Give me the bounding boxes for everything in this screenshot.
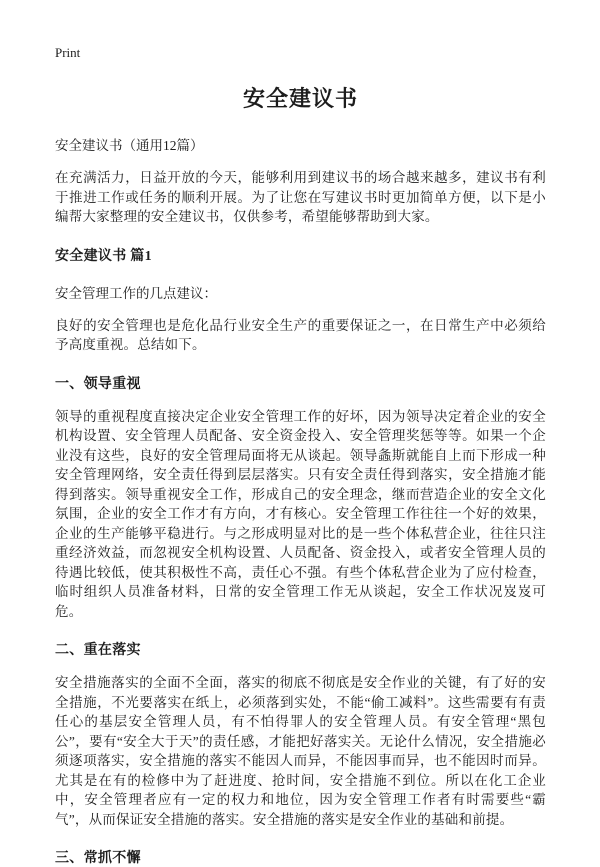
lead-line: 安全管理工作的几点建议： <box>55 285 217 301</box>
section-heading-1: 一、领导重视 <box>55 376 141 392</box>
lead-paragraph: 良好的安全管理也是危化品行业安全生产的重要保证之一，在日常生产中必须给予高度重视。总结如下。 <box>55 317 546 352</box>
section-heading-2: 二、重在落实 <box>55 643 141 658</box>
section-body-2: 安全措施落实的全面不全面，落实的彻底不彻底是安全作业的关键，有了好的安全措施，不光要落实在纸上，必须落到实处，不能“偷工减料”。这些需要有有责任心的基层安全管理人员，有不怕得罪人的安全管理人员。有安全管理“黑包公”，要有“安全大于天”的责任感，才能把好落实关。无论什么情况，安全措施必须逐项落实，安全措施的落实不能因人而异，不能因事而异，也不能因时而异。尤其是在有的检修中为了赶进度、抢时间，安全措施不到位。所以在化工企业中，安全管理者应有一定的权力和地位，因为安全管理工作者有时需要些“霸气”，从而保证安全措施的落实。安全措施的落实是安全作业的基础和前提。 <box>55 675 546 827</box>
print-link[interactable]: Print <box>55 45 81 60</box>
section-heading-3: 三、常抓不懈 <box>55 851 141 866</box>
intro-paragraph: 在充满活力，日益开放的今天，能够利用到建议书的场合越来越多，建议书有利于推进工作或任务的顺利开展。为了让您在写建议书时更加简单方便，以下是小编帮大家整理的安全建议书，仅供参考，希望能够帮助到大家。 <box>55 170 546 224</box>
doc-subtitle: 安全建议书（通用12篇） <box>55 138 204 153</box>
section-body-1: 领导的重视程度直接决定企业安全管理工作的好坏，因为领导决定着企业的安全机构设置、安全管理人员配备、安全资金投入、安全管理奖惩等等。如果一个企业没有这些，良好的安全管理局面将无从谈起。领导螽斯就能自上而下形成一种安全管理网络，安全责任得到层层落实。只有安全责任得到落实，安全措施才能得到落实。领导重视安全工作，形成自己的安全理念，继而营造企业的安全文化氛围，企业的安全工作才有方向，才有核心。安全管理工作往往一个好的效果，企业的生产能够平稳进行。与之形成明显对比的是一些个体私营企业，往往只注重经济效益，而忽视安全机构设置、人员配备、资金投入，或者安全管理人员的待遇比较低，使其积极性不高，责任心不强。有些个体私营企业为了应付检查，临时组织人员准备材料，日常的安全管理工作无从谈起，安全工作状况岌岌可危。 <box>55 408 546 619</box>
page-title: 安全建议书 <box>242 86 358 111</box>
article-heading: 安全建议书 篇1 <box>55 248 152 264</box>
